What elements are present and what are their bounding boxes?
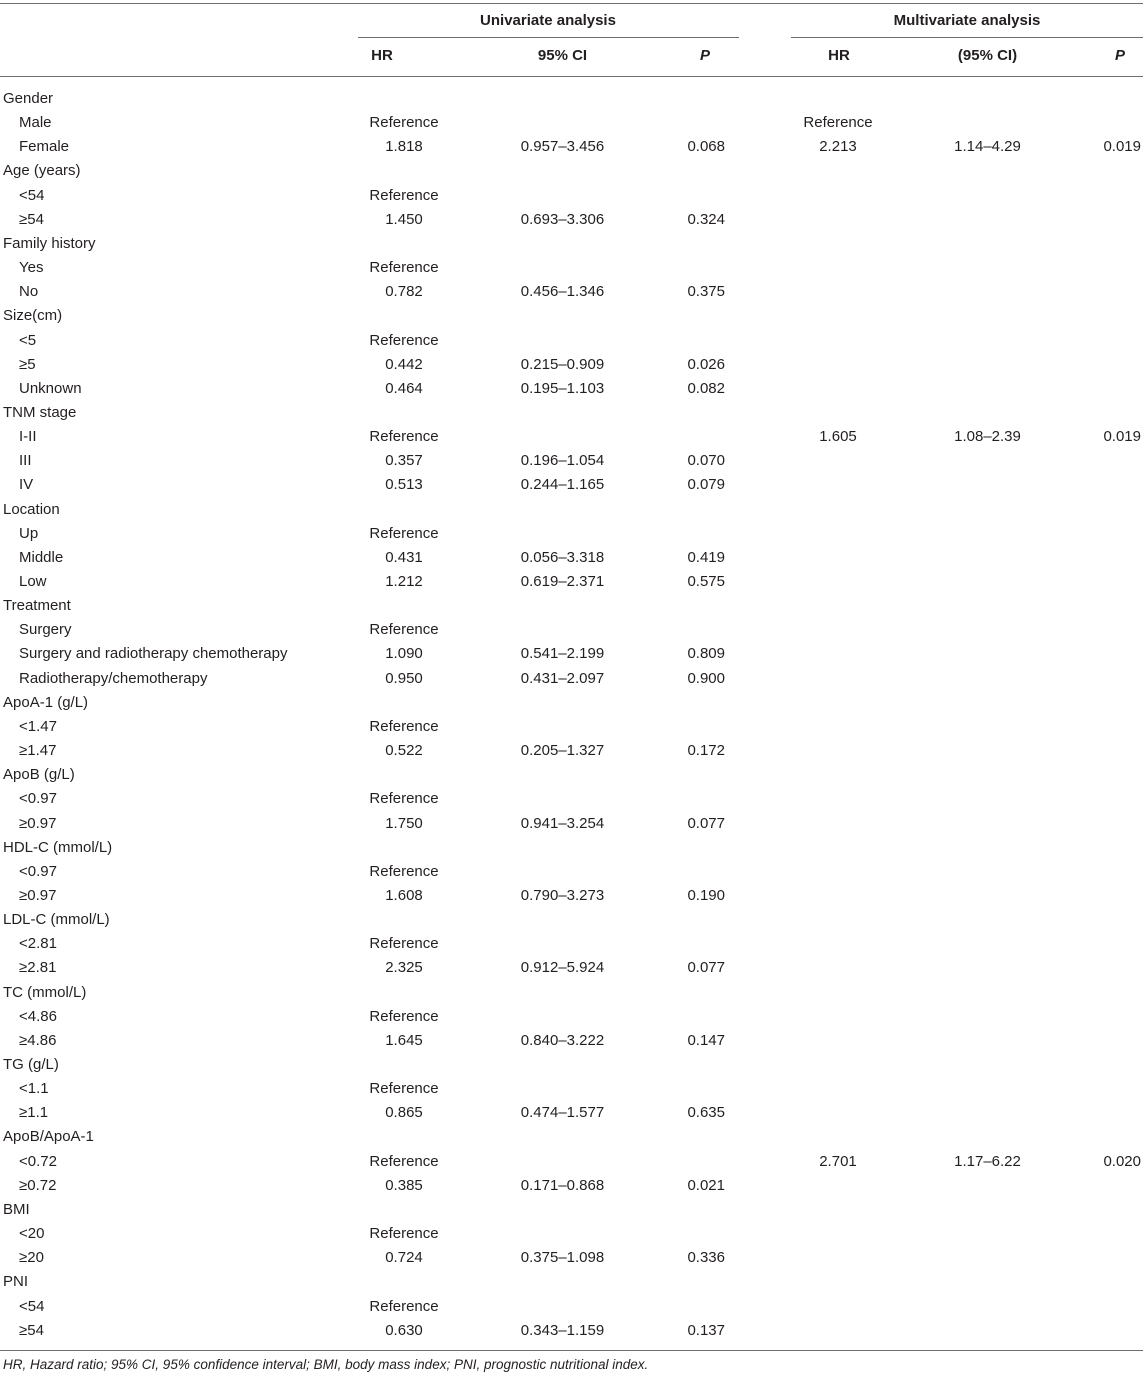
- cell-hr: 1.818: [385, 138, 423, 156]
- cell-ci: 0.196–1.054: [520, 452, 605, 470]
- row-label: Location: [3, 500, 60, 518]
- cell-hr: 0.522: [385, 742, 423, 760]
- row-label: <0.97: [19, 790, 57, 808]
- table-footnote: HR, Hazard ratio; 95% CI, 95% confidence interval; BMI, body mass index; PNI, prognostic nutritional index.: [3, 1357, 649, 1372]
- cell-hr: Reference: [369, 114, 439, 132]
- table-row-category: [0, 1270, 1143, 1294]
- cell-ci: 0.912–5.924: [520, 959, 605, 977]
- table-row: [0, 546, 1143, 570]
- cell-ci: 0.205–1.327: [520, 742, 605, 760]
- row-label: ApoA-1 (g/L): [3, 693, 89, 711]
- cell-hr: Reference: [369, 186, 439, 204]
- cell-p: 0.375: [687, 283, 725, 301]
- cell-hr: Reference: [369, 524, 439, 542]
- cell-hr: Reference: [369, 862, 439, 880]
- cell-p: 0.809: [687, 645, 725, 663]
- row-label: <4.86: [19, 1007, 57, 1025]
- table-row: [0, 618, 1143, 642]
- table-row: [0, 812, 1143, 836]
- table-row: [0, 1222, 1143, 1246]
- cell-hr: 1.645: [385, 1031, 423, 1049]
- cell-p: 0.026: [687, 355, 725, 373]
- cell-hr: 1.450: [385, 210, 423, 228]
- cell-p: 0.419: [687, 548, 725, 566]
- row-label: ≥54: [19, 210, 44, 228]
- table-row-category: [0, 304, 1143, 328]
- table-row: [0, 860, 1143, 884]
- bottom-rule: [0, 1350, 1143, 1351]
- univariate-subrule: [358, 37, 739, 38]
- cell-ci: 0.840–3.222: [520, 1031, 605, 1049]
- cell-hr: Reference: [369, 1225, 439, 1243]
- cell-hr: 0.464: [385, 379, 423, 397]
- cell-p: 0.077: [687, 959, 725, 977]
- cell-p: 0.021: [687, 1176, 725, 1194]
- row-label: Family history: [3, 234, 96, 252]
- row-label: Size(cm): [3, 307, 63, 325]
- table-row: [0, 353, 1143, 377]
- row-label: Up: [19, 524, 39, 542]
- cell-hr: 0.431: [385, 548, 423, 566]
- row-label: Female: [19, 138, 70, 156]
- cell-hr: Reference: [369, 1007, 439, 1025]
- cell-p: 0.137: [687, 1321, 725, 1339]
- table-row: [0, 715, 1143, 739]
- table-row: [0, 642, 1143, 666]
- cell-hr: Reference: [369, 1080, 439, 1098]
- cell-ci: 0.215–0.909: [520, 355, 605, 373]
- table-row: [0, 1150, 1143, 1174]
- cell-multi-ci: 1.14–4.29: [954, 138, 1021, 156]
- row-label: ≥54: [19, 1321, 44, 1339]
- table-row-category: [0, 981, 1143, 1005]
- table-row: [0, 280, 1143, 304]
- table-row-category: [0, 1125, 1143, 1149]
- cell-hr: 0.630: [385, 1321, 423, 1339]
- row-label: ≥1.47: [19, 742, 57, 760]
- cell-p: 0.077: [687, 814, 725, 832]
- cell-hr: Reference: [369, 790, 439, 808]
- table-row: [0, 184, 1143, 208]
- cell-ci: 0.693–3.306: [520, 210, 605, 228]
- cell-p: 0.190: [687, 886, 725, 904]
- table-row: [0, 1246, 1143, 1270]
- row-label: IV: [19, 476, 34, 494]
- cell-hr: 1.608: [385, 886, 423, 904]
- table-row: [0, 425, 1143, 449]
- cell-multi-p: 0.019: [1103, 138, 1141, 156]
- row-label: No: [19, 283, 39, 301]
- row-label: ≥0.97: [19, 814, 57, 832]
- cell-ci: 0.343–1.159: [520, 1321, 605, 1339]
- cell-p: 0.324: [687, 210, 725, 228]
- row-label: Middle: [19, 548, 64, 566]
- univariate-group-header: Univariate analysis: [480, 12, 616, 29]
- cell-hr: 0.724: [385, 1249, 423, 1267]
- cell-hr: Reference: [369, 1297, 439, 1315]
- cell-p: 0.172: [687, 742, 725, 760]
- col-header-ci: 95% CI: [537, 47, 588, 64]
- cell-ci: 0.171–0.868: [520, 1176, 605, 1194]
- row-label: ≥0.97: [19, 886, 57, 904]
- table-row: [0, 1174, 1143, 1198]
- cell-hr: 1.090: [385, 645, 423, 663]
- cell-hr: Reference: [369, 621, 439, 639]
- row-label: III: [19, 452, 32, 470]
- table-row: [0, 1319, 1143, 1343]
- table-row: [0, 208, 1143, 232]
- cell-multi-hr: Reference: [803, 114, 873, 132]
- row-label: HDL-C (mmol/L): [3, 838, 113, 856]
- cell-hr: Reference: [369, 428, 439, 446]
- row-label: Yes: [19, 259, 44, 277]
- row-label: <1.1: [19, 1080, 49, 1098]
- cell-ci: 0.941–3.254: [520, 814, 605, 832]
- table-row-category: [0, 763, 1143, 787]
- cell-ci: 0.541–2.199: [520, 645, 605, 663]
- cell-hr: 0.950: [385, 669, 423, 687]
- cell-hr: 1.212: [385, 573, 423, 590]
- header-rule: [0, 76, 1143, 77]
- cell-p: 0.082: [687, 379, 725, 397]
- row-label: <54: [19, 186, 45, 204]
- cell-hr: 0.513: [385, 476, 423, 494]
- cell-multi-p: 0.020: [1103, 1152, 1141, 1170]
- table-row: [0, 1029, 1143, 1053]
- table-row: [0, 1295, 1143, 1319]
- table-row: [0, 522, 1143, 546]
- cell-p: 0.635: [687, 1104, 725, 1122]
- table-row: [0, 256, 1143, 280]
- row-label: Surgery: [19, 621, 72, 639]
- table-row-category: [0, 498, 1143, 522]
- row-label: <20: [19, 1225, 45, 1243]
- cell-ci: 0.195–1.103: [520, 379, 605, 397]
- row-label: Gender: [3, 90, 54, 107]
- cell-hr: 0.385: [385, 1176, 423, 1194]
- cell-p: 0.900: [687, 669, 725, 687]
- multivariate-subrule: [791, 37, 1143, 38]
- row-label: TC (mmol/L): [3, 983, 87, 1001]
- row-label: <1.47: [19, 717, 57, 735]
- cell-ci: 0.056–3.318: [520, 548, 605, 566]
- cell-hr: Reference: [369, 935, 439, 953]
- row-label: Treatment: [3, 597, 71, 615]
- table-row-category: [0, 232, 1143, 256]
- row-label: BMI: [3, 1200, 30, 1218]
- cell-ci: 0.244–1.165: [520, 476, 605, 494]
- table-row: [0, 1077, 1143, 1101]
- cell-multi-p: 0.019: [1103, 428, 1141, 446]
- row-label: ApoB/ApoA-1: [3, 1128, 94, 1146]
- table-row: [0, 111, 1143, 135]
- table-row: [0, 739, 1143, 763]
- row-label: PNI: [3, 1273, 29, 1291]
- row-label: Radiotherapy/chemotherapy: [19, 669, 208, 687]
- table-row-category: [0, 908, 1143, 932]
- table-row-category: [0, 1198, 1143, 1222]
- cell-hr: Reference: [369, 259, 439, 277]
- row-label: <0.72: [19, 1152, 57, 1170]
- cell-ci: 0.790–3.273: [520, 886, 605, 904]
- table-row: [0, 329, 1143, 353]
- table-row-category: [0, 691, 1143, 715]
- table-row: [0, 449, 1143, 473]
- cell-hr: 0.782: [385, 283, 423, 301]
- cell-hr: 0.357: [385, 452, 423, 470]
- cell-hr: Reference: [369, 717, 439, 735]
- row-label: I-II: [19, 428, 37, 446]
- table-row: [0, 1101, 1143, 1125]
- table-row: [0, 135, 1143, 159]
- cell-multi-ci: 1.17–6.22: [954, 1152, 1021, 1170]
- table-row: [0, 932, 1143, 956]
- row-label: <5: [19, 331, 37, 349]
- row-label: <54: [19, 1297, 45, 1315]
- col-header-hr: HR: [371, 47, 393, 64]
- col-header-multi-p: P: [1114, 47, 1125, 64]
- cell-hr: 0.442: [385, 355, 423, 373]
- row-label: Surgery and radiotherapy chemotherapy: [19, 645, 288, 663]
- cell-hr: 2.325: [385, 959, 423, 977]
- row-label: TG (g/L): [3, 1056, 59, 1073]
- col-header-p: P: [699, 47, 710, 64]
- cell-ci: 0.431–2.097: [520, 669, 605, 687]
- row-label: Unknown: [19, 379, 82, 397]
- cell-multi-hr: 2.701: [819, 1152, 857, 1170]
- row-label: TNM stage: [3, 403, 77, 421]
- table-row: [0, 667, 1143, 691]
- row-label: ≥0.72: [19, 1176, 57, 1194]
- table-row: [0, 884, 1143, 908]
- table-row-category: [0, 401, 1143, 425]
- cell-p: 0.070: [687, 452, 725, 470]
- cell-multi-hr: 1.605: [819, 428, 857, 446]
- cell-p: 0.575: [687, 573, 725, 590]
- cell-ci: 0.619–2.371: [520, 573, 605, 590]
- row-label: ≥4.86: [19, 1031, 57, 1049]
- table-row: [0, 956, 1143, 980]
- cell-hr: Reference: [369, 331, 439, 349]
- table-row-category: [0, 594, 1143, 618]
- row-label: ≥5: [19, 355, 36, 373]
- col-header-multi-ci: (95% CI): [957, 47, 1018, 64]
- table-row-category: [0, 159, 1143, 183]
- row-label: <0.97: [19, 862, 57, 880]
- row-label: ApoB (g/L): [3, 766, 75, 784]
- cell-ci: 0.456–1.346: [520, 283, 605, 301]
- cell-multi-hr: 2.213: [819, 138, 857, 156]
- cell-p: 0.147: [687, 1031, 725, 1049]
- cell-ci: 0.957–3.456: [520, 138, 605, 156]
- col-header-multi-hr: HR: [828, 47, 850, 64]
- multivariate-group-header: Multivariate analysis: [893, 12, 1041, 29]
- cell-p: 0.336: [687, 1249, 725, 1267]
- table-row: [0, 473, 1143, 497]
- cell-p: 0.079: [687, 476, 725, 494]
- cell-p: 0.068: [687, 138, 725, 156]
- cell-hr: Reference: [369, 1152, 439, 1170]
- table-row-category: [0, 1053, 1143, 1077]
- row-label: Age (years): [3, 162, 81, 180]
- table-row: [0, 570, 1143, 594]
- table-row-category: [0, 836, 1143, 860]
- table-row: [0, 377, 1143, 401]
- row-label: <2.81: [19, 935, 57, 953]
- cell-ci: 0.375–1.098: [520, 1249, 605, 1267]
- row-label: ≥1.1: [19, 1104, 49, 1122]
- table-row: [0, 1005, 1143, 1029]
- top-rule: [0, 3, 1143, 4]
- table-row: [0, 787, 1143, 811]
- row-label: ≥20: [19, 1249, 44, 1267]
- row-label: Male: [19, 114, 52, 132]
- cell-hr: 1.750: [385, 814, 423, 832]
- cell-ci: 0.474–1.577: [520, 1104, 605, 1122]
- row-label: ≥2.81: [19, 959, 57, 977]
- row-label: Low: [19, 573, 47, 590]
- row-label: LDL-C (mmol/L): [3, 911, 110, 929]
- cell-hr: 0.865: [385, 1104, 423, 1122]
- cell-multi-ci: 1.08–2.39: [954, 428, 1021, 446]
- table-row-category: [0, 87, 1143, 111]
